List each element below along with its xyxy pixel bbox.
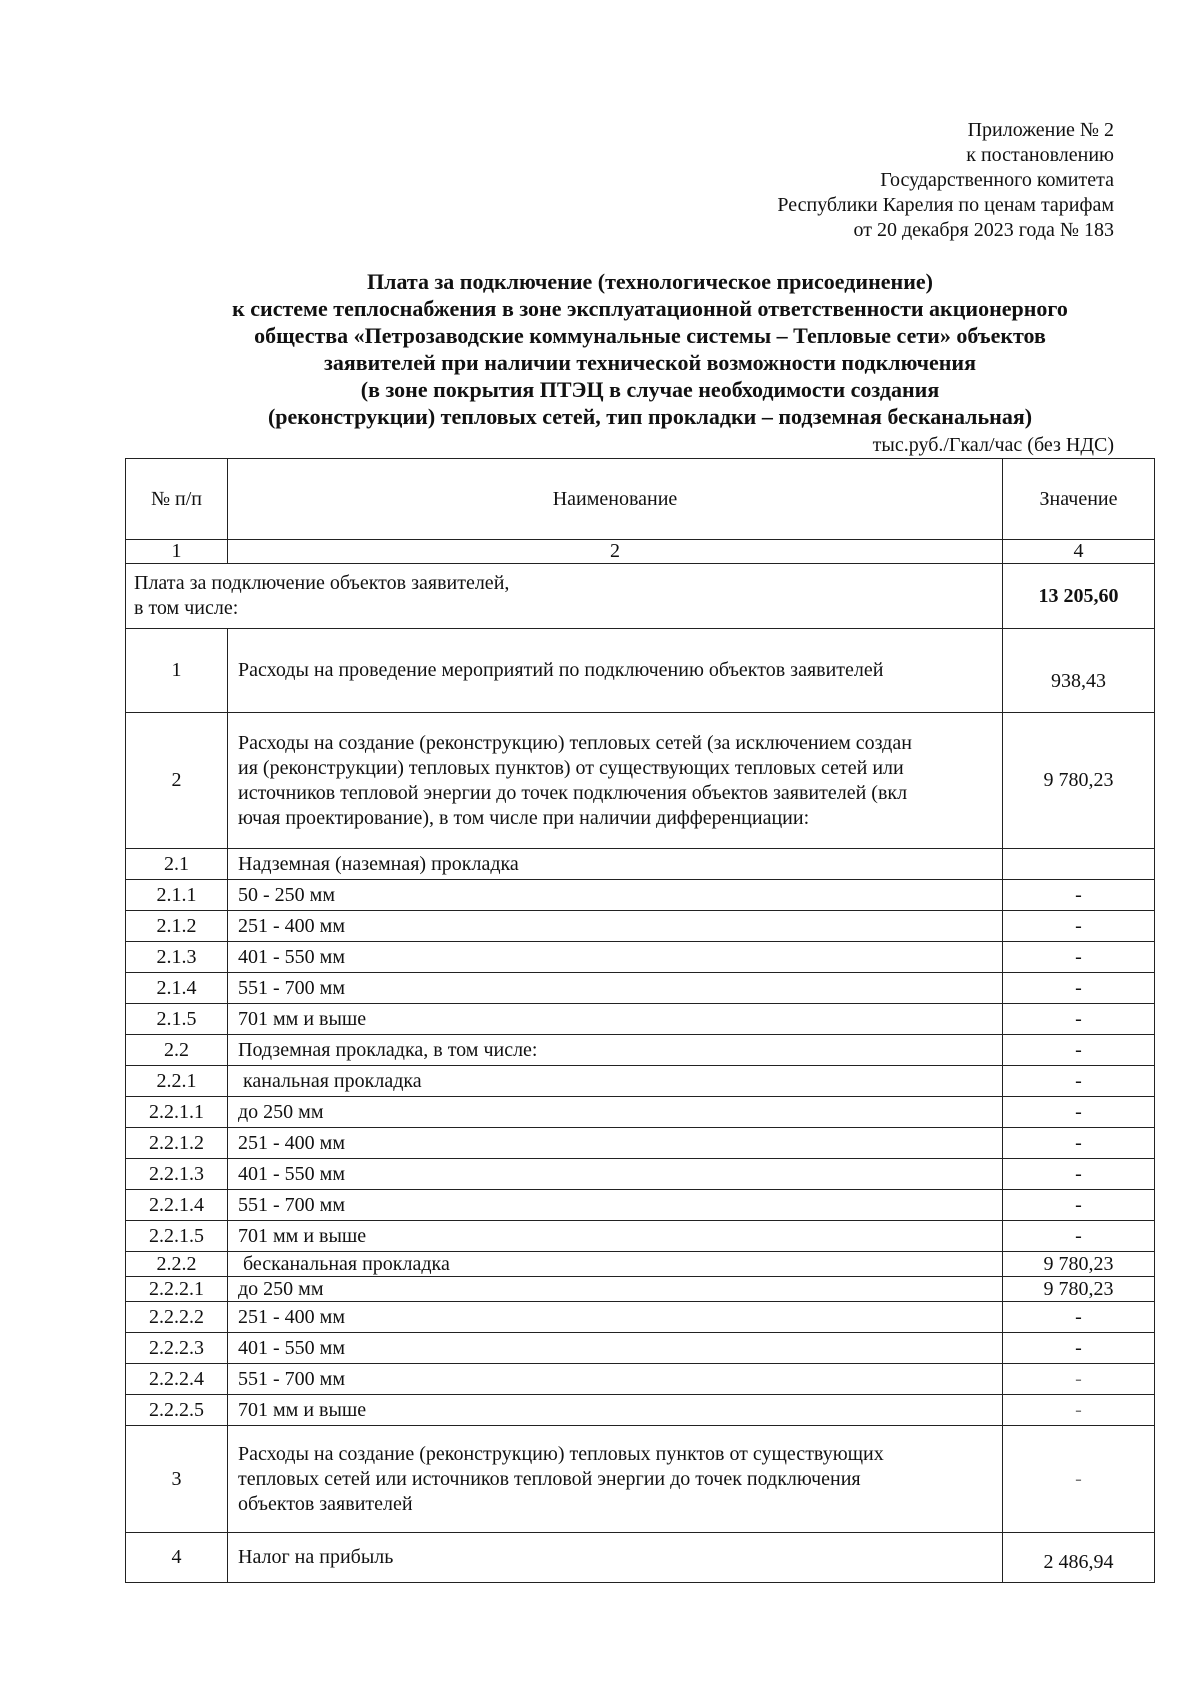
total-name-line: в том числе: [134, 597, 239, 619]
table-row [126, 1533, 1155, 1583]
appendix-header [777, 118, 1114, 243]
header-name: Наименование [228, 459, 1003, 540]
table-row [126, 973, 1155, 1004]
row-name: 251 - 400 мм [228, 1302, 1003, 1333]
table-row [126, 1395, 1155, 1426]
row-value: - [1003, 1302, 1155, 1333]
row-value: - [1003, 911, 1155, 942]
row-value: - [1003, 1035, 1155, 1066]
row-name: 551 - 700 мм [228, 1364, 1003, 1395]
header-line: Республики Карелия по ценам тарифам [777, 194, 1114, 216]
row-num: 2.1.4 [126, 973, 228, 1004]
title-line: (в зоне покрытия ПТЭЦ в случае необходимости создания [360, 377, 940, 402]
row-num: 2.2.2.1 [126, 1277, 228, 1302]
row-name: канальная прокладка [228, 1066, 1003, 1097]
total-value: 13 205,60 [1003, 564, 1155, 629]
row-name: до 250 мм [228, 1097, 1003, 1128]
table-row [126, 1035, 1155, 1066]
header-line: к постановлению [966, 144, 1114, 166]
title-line: (реконструкции) тепловых сетей, тип прокладки – подземная бесканальная) [267, 404, 1033, 429]
table-row [126, 1426, 1155, 1533]
row-num: 2.2.1.3 [126, 1159, 228, 1190]
row-value: 2 486,94 [1003, 1533, 1155, 1583]
row-num: 2.2.2 [126, 1252, 228, 1277]
row-name: до 250 мм [228, 1277, 1003, 1302]
row-name: 401 - 550 мм [228, 942, 1003, 973]
row-name-line: источников тепловой энергии до точек подключения объектов заявителей (вкл [238, 781, 908, 804]
row-num: 4 [126, 1533, 228, 1583]
row-value: - [1003, 1221, 1155, 1252]
row-value: - [1003, 1066, 1155, 1097]
row-name: 251 - 400 мм [228, 1128, 1003, 1159]
table-row [126, 629, 1155, 713]
table-row [126, 880, 1155, 911]
index-name: 2 [228, 540, 1003, 564]
table-row [126, 942, 1155, 973]
row-value: 9 780,23 [1003, 1277, 1155, 1302]
table-row [126, 1159, 1155, 1190]
row-num: 2.2.2.5 [126, 1395, 228, 1426]
table-row [126, 1190, 1155, 1221]
row-num: 2.2.1.1 [126, 1097, 228, 1128]
row-num: 2.2.1.5 [126, 1221, 228, 1252]
row-name: 701 мм и выше [228, 1395, 1003, 1426]
header-line: от 20 декабря 2023 года № 183 [853, 219, 1114, 241]
table-row [126, 1364, 1155, 1395]
index-value: 4 [1003, 540, 1155, 564]
row-num: 2.2.1.4 [126, 1190, 228, 1221]
table-header-row [126, 459, 1155, 540]
total-name-line: Плата за подключение объектов заявителей, [134, 572, 510, 594]
index-num: 1 [126, 540, 228, 564]
table-row [126, 911, 1155, 942]
table-row [126, 1128, 1155, 1159]
row-value [1003, 849, 1155, 880]
row-name: 701 мм и выше [228, 1221, 1003, 1252]
row-num: 2.2.2.3 [126, 1333, 228, 1364]
table-total-row [126, 564, 1155, 629]
table-row [126, 1097, 1155, 1128]
row-num: 2.2.1 [126, 1066, 228, 1097]
table-row [126, 713, 1155, 849]
table-row [126, 1277, 1155, 1302]
row-value: - [1003, 973, 1155, 1004]
header-line: Государственного комитета [880, 169, 1114, 191]
table-row [126, 1333, 1155, 1364]
row-value: - [1003, 942, 1155, 973]
row-name: 401 - 550 мм [228, 1159, 1003, 1190]
table-row [126, 1252, 1155, 1277]
row-num: 1 [126, 629, 228, 713]
row-value: - [1003, 1333, 1155, 1364]
title-line: общества «Петрозаводские коммунальные системы – Тепловые сети» объектов [254, 323, 1046, 348]
row-name: Налог на прибыль [228, 1533, 1003, 1583]
row-num: 3 [126, 1426, 228, 1533]
row-value: - [1003, 1128, 1155, 1159]
row-num: 2.2.2.2 [126, 1302, 228, 1333]
row-num: 2.2 [126, 1035, 228, 1066]
row-name: 551 - 700 мм [228, 1190, 1003, 1221]
row-name: Расходы на проведение мероприятий по подключению объектов заявителей [228, 629, 1003, 713]
table-row [126, 1302, 1155, 1333]
row-name-line: тепловых сетей или источников тепловой энергии до точек подключения [238, 1467, 861, 1490]
row-value: - [1003, 1159, 1155, 1190]
row-name: 701 мм и выше [228, 1004, 1003, 1035]
row-name-line: Расходы на создание (реконструкцию) тепловых пунктов от существующих [238, 1442, 884, 1465]
row-value: 938,43 [1003, 629, 1155, 713]
row-name: 251 - 400 мм [228, 911, 1003, 942]
row-name-line: ия (реконструкции) тепловых пунктов) от существующих тепловых сетей или [238, 756, 904, 779]
row-name-line: ючая проектирование), в том числе при наличии дифференциации: [238, 806, 810, 829]
units-label: тыс.руб./Гкал/час (без НДС) [872, 434, 1114, 456]
row-name-line: Расходы на создание (реконструкцию) тепловых сетей (за исключением создан [238, 731, 912, 754]
table-index-row [126, 540, 1155, 564]
fees-table [125, 458, 1155, 1583]
header-num: № п/п [126, 459, 228, 540]
row-name: 551 - 700 мм [228, 973, 1003, 1004]
row-name: бесканальная прокладка [228, 1252, 1003, 1277]
row-num: 2.2.2.4 [126, 1364, 228, 1395]
header-value: Значение [1003, 459, 1155, 540]
document-title [150, 268, 1150, 430]
row-name: Надземная (наземная) прокладка [228, 849, 1003, 880]
row-name [228, 1426, 1003, 1533]
row-value: 9 780,23 [1003, 1252, 1155, 1277]
row-value: - [1003, 1190, 1155, 1221]
row-value: - [1003, 1364, 1155, 1395]
row-value: 9 780,23 [1003, 713, 1155, 849]
title-line: Плата за подключение (технологическое присоединение) [367, 269, 933, 294]
table-row [126, 1004, 1155, 1035]
row-num: 2.1.3 [126, 942, 228, 973]
table-row [126, 849, 1155, 880]
row-num: 2.1.1 [126, 880, 228, 911]
table-row [126, 1221, 1155, 1252]
total-name [126, 564, 1003, 629]
header-line: Приложение № 2 [967, 119, 1114, 141]
row-name: 401 - 550 мм [228, 1333, 1003, 1364]
row-name-line: объектов заявителей [238, 1492, 413, 1515]
row-value: - [1003, 1097, 1155, 1128]
row-name: 50 - 250 мм [228, 880, 1003, 911]
row-value: - [1003, 880, 1155, 911]
row-value: - [1003, 1004, 1155, 1035]
row-num: 2.1.2 [126, 911, 228, 942]
table-row [126, 1066, 1155, 1097]
row-value: - [1003, 1395, 1155, 1426]
row-num: 2 [126, 713, 228, 849]
title-line: заявителей при наличии технической возможности подключения [323, 350, 976, 375]
row-name [228, 713, 1003, 849]
row-name: Подземная прокладка, в том числе: [228, 1035, 1003, 1066]
row-value: - [1003, 1426, 1155, 1533]
row-num: 2.1 [126, 849, 228, 880]
row-num: 2.1.5 [126, 1004, 228, 1035]
row-num: 2.2.1.2 [126, 1128, 228, 1159]
title-line: к системе теплоснабжения в зоне эксплуатационной ответственности акционерного [232, 296, 1068, 321]
